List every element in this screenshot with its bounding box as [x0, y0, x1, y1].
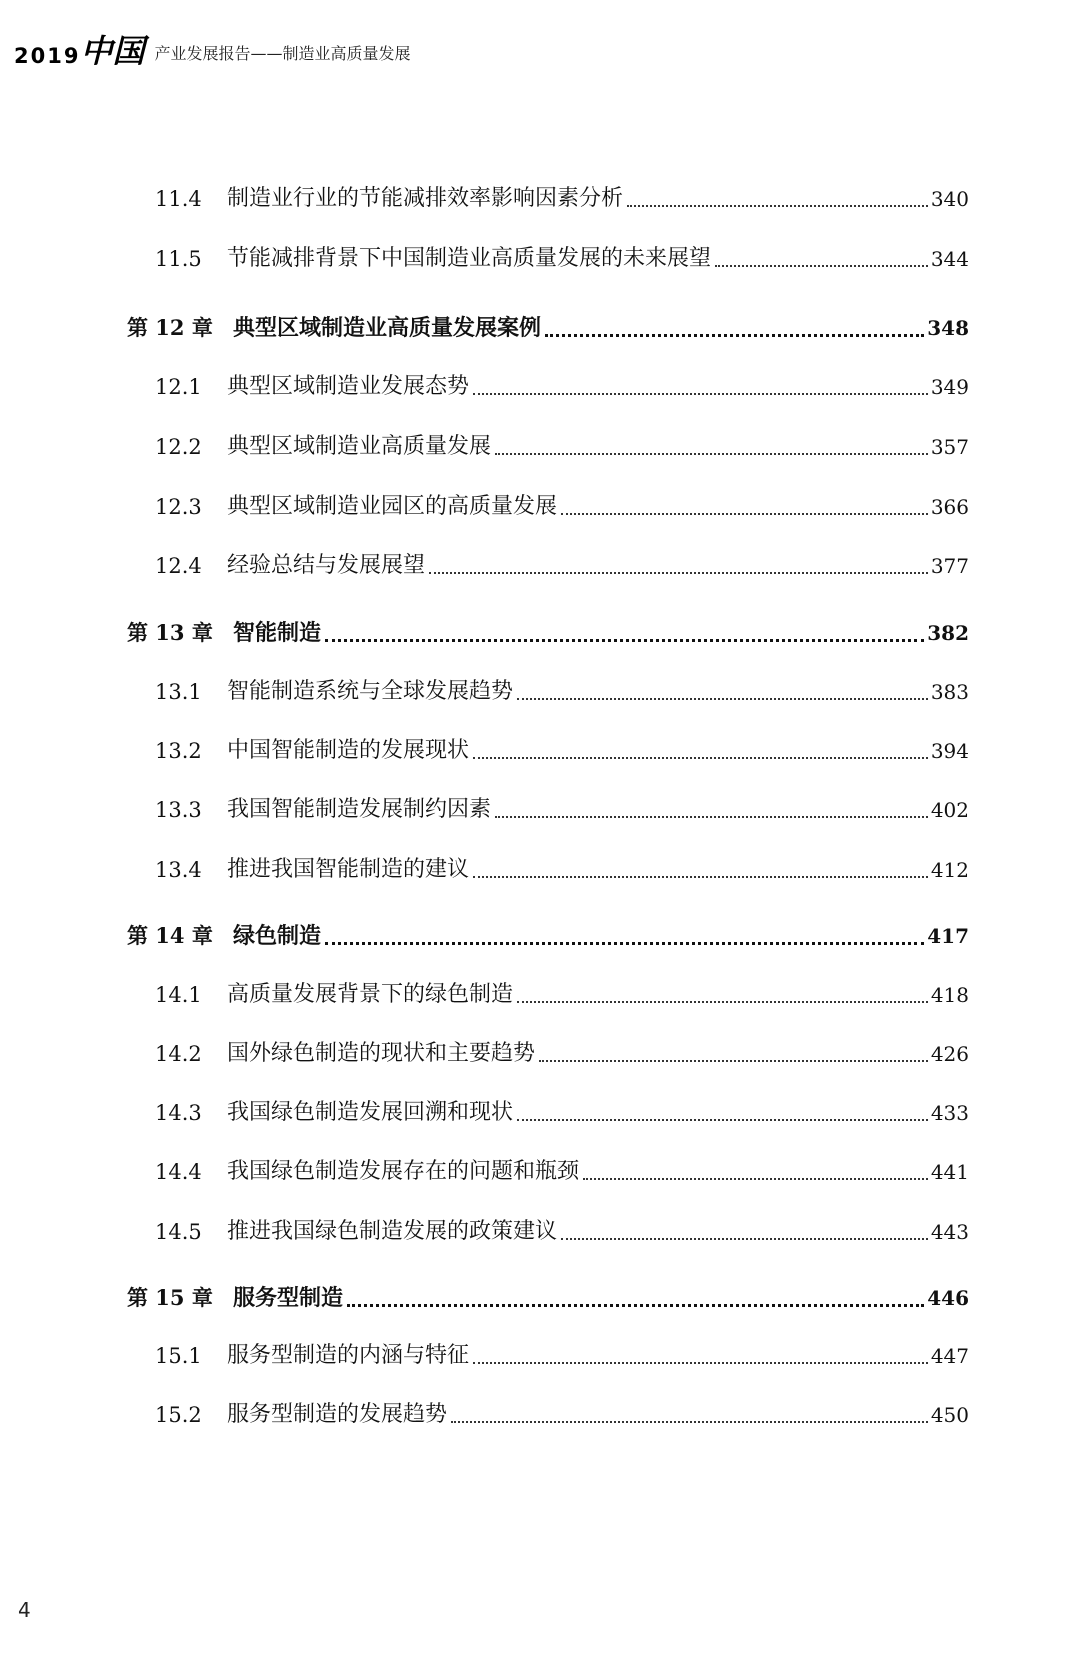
toc-entry-title: 智能制造系统与全球发展趋势 [227, 679, 514, 704]
toc-entry-title: 高质量发展背景下的绿色制造 [227, 982, 514, 1007]
toc-entry-number: 14.2 [155, 1042, 202, 1066]
toc-leader-dots [325, 638, 924, 642]
toc-entry-11-5 [127, 234, 969, 274]
toc-entry-number: 15.2 [155, 1403, 202, 1427]
toc-entry-14-2 [127, 1029, 969, 1069]
toc-entry-title: 经验总结与发展展望 [227, 553, 426, 578]
toc-chapter-page: 417 [927, 924, 969, 948]
toc-entry-12-1 [127, 362, 969, 402]
toc-leader-dots [495, 815, 928, 818]
toc-chapter-title: 典型区域制造业高质量发展案例 [233, 315, 542, 341]
toc-entry-title: 典型区域制造业发展态势 [227, 374, 470, 399]
toc-entry-14-4 [127, 1147, 969, 1187]
toc-entry-13-4 [127, 845, 969, 885]
toc-entry-page: 447 [930, 1344, 969, 1368]
toc-entry-page: 418 [930, 983, 969, 1007]
toc-entry-11-4 [127, 174, 969, 214]
header-logo-text: 中国 [80, 32, 145, 70]
toc-entry-page: 377 [930, 554, 969, 578]
toc-entry-title: 服务型制造的发展趋势 [227, 1402, 448, 1427]
toc-entry-number: 12.3 [155, 495, 202, 519]
toc-leader-dots [473, 875, 928, 878]
toc-entry-13-2 [127, 726, 969, 766]
toc-entry-14-5 [127, 1207, 969, 1247]
toc-leader-dots [517, 1118, 928, 1121]
toc-leader-dots [473, 1361, 928, 1364]
toc-entry-number: 12.2 [155, 435, 202, 459]
header-subtitle: 产业发展报告——制造业高质量发展 [154, 44, 411, 63]
toc-chapter-title: 绿色制造 [233, 923, 322, 949]
toc-leader-dots [627, 204, 928, 207]
toc-entry-12-3 [127, 482, 969, 522]
toc-chapter-page: 348 [927, 316, 969, 340]
toc-leader-dots [325, 941, 924, 945]
toc-entry-14-3 [127, 1088, 969, 1128]
toc-leader-dots [517, 697, 928, 700]
toc-entry-page: 402 [930, 798, 969, 822]
toc-leader-dots [473, 392, 928, 395]
toc-entry-page: 433 [930, 1101, 969, 1125]
toc-entry-number: 14.3 [155, 1101, 202, 1125]
toc-entry-title: 中国智能制造的发展现状 [227, 738, 470, 763]
toc-entry-number: 11.5 [155, 247, 202, 271]
toc-chapter-14 [127, 911, 969, 951]
toc-chapter-title: 智能制造 [233, 620, 322, 646]
toc-leader-dots [347, 1303, 924, 1307]
toc-chapter-12 [127, 303, 969, 343]
toc-entry-number: 13.1 [155, 680, 202, 704]
toc-leader-dots [517, 1000, 928, 1003]
header-year: 2019 [14, 44, 81, 68]
toc-entry-15-1 [127, 1331, 969, 1371]
toc-chapter-title: 服务型制造 [233, 1285, 344, 1311]
toc-entry-page: 450 [930, 1403, 969, 1427]
toc-chapter-number: 第 15 章 [127, 1285, 213, 1310]
running-header [14, 28, 410, 68]
toc-entry-page: 441 [930, 1160, 969, 1184]
toc-entry-page: 443 [930, 1220, 969, 1244]
toc-entry-title: 国外绿色制造的现状和主要趋势 [227, 1041, 536, 1066]
toc-leader-dots [539, 1059, 928, 1062]
toc-entry-title: 服务型制造的内涵与特征 [227, 1343, 470, 1368]
toc-entry-page: 344 [930, 247, 969, 271]
toc-entry-number: 14.1 [155, 983, 202, 1007]
toc-entry-title: 节能减排背景下中国制造业高质量发展的未来展望 [227, 246, 712, 271]
toc-entry-page: 340 [930, 187, 969, 211]
toc-entry-number: 12.1 [155, 375, 202, 399]
toc-entry-title: 我国绿色制造发展存在的问题和瓶颈 [227, 1159, 580, 1184]
toc-entry-page: 357 [930, 435, 969, 459]
page-number: 4 [18, 1598, 31, 1622]
toc-entry-title: 推进我国智能制造的建议 [227, 857, 470, 882]
toc-chapter-number: 第 14 章 [127, 923, 213, 948]
toc-entry-number: 11.4 [155, 187, 202, 211]
toc-entry-title: 我国绿色制造发展回溯和现状 [227, 1100, 514, 1125]
toc-entry-page: 426 [930, 1042, 969, 1066]
toc-entry-page: 366 [930, 495, 969, 519]
toc-chapter-page: 382 [927, 621, 969, 645]
toc-entry-number: 14.4 [155, 1160, 202, 1184]
toc-chapter-number: 第 12 章 [127, 315, 213, 340]
toc-entry-page: 349 [930, 375, 969, 399]
toc-entry-15-2 [127, 1390, 969, 1430]
toc-chapter-15 [127, 1273, 969, 1313]
toc-entry-page: 383 [930, 680, 969, 704]
toc-entry-title: 典型区域制造业高质量发展 [227, 434, 492, 459]
toc-entry-12-4 [127, 541, 969, 581]
toc-leader-dots [561, 512, 928, 515]
toc-entry-title: 我国智能制造发展制约因素 [227, 797, 492, 822]
toc-chapter-number: 第 13 章 [127, 620, 213, 645]
toc-entry-page: 412 [930, 858, 969, 882]
toc-entry-number: 13.3 [155, 798, 202, 822]
toc-entry-number: 15.1 [155, 1344, 202, 1368]
toc-leader-dots [583, 1177, 928, 1180]
toc-entry-13-1 [127, 667, 969, 707]
toc-entry-title: 推进我国绿色制造发展的政策建议 [227, 1219, 558, 1244]
toc-entry-12-2 [127, 422, 969, 462]
toc-chapter-13 [127, 608, 969, 648]
toc-leader-dots [495, 452, 928, 455]
toc-entry-page: 394 [930, 739, 969, 763]
toc-entry-13-3 [127, 785, 969, 825]
toc-chapter-page: 446 [927, 1286, 969, 1310]
toc-entry-number: 13.2 [155, 739, 202, 763]
toc-entry-number: 14.5 [155, 1220, 202, 1244]
toc-entry-14-1 [127, 970, 969, 1010]
toc-entry-number: 13.4 [155, 858, 202, 882]
toc-entry-title: 典型区域制造业园区的高质量发展 [227, 494, 558, 519]
toc-leader-dots [715, 264, 928, 267]
toc-entry-number: 12.4 [155, 554, 202, 578]
toc-leader-dots [429, 571, 928, 574]
toc-leader-dots [473, 756, 928, 759]
toc-leader-dots [451, 1420, 928, 1423]
toc-leader-dots [561, 1237, 928, 1240]
toc-leader-dots [545, 333, 924, 337]
toc-entry-title: 制造业行业的节能减排效率影响因素分析 [227, 186, 624, 211]
